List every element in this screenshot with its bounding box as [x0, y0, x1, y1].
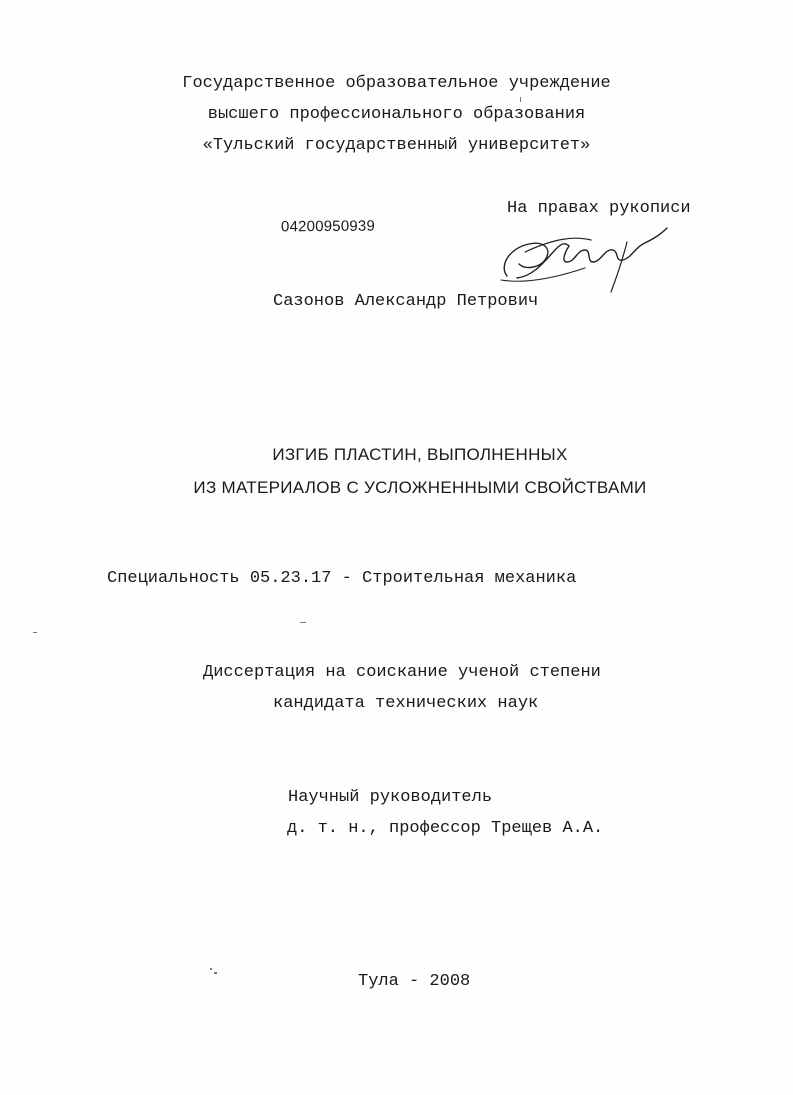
specialty-line: Специальность 05.23.17 - Строительная механика	[107, 569, 577, 588]
city-year: Тула - 2008	[358, 972, 471, 991]
scan-speck	[214, 972, 217, 974]
advisor-label: Научный руководитель	[288, 788, 493, 807]
scan-speck	[300, 622, 306, 623]
institution-line-1: Государственное образовательное учреждение	[182, 74, 611, 93]
registry-number: 04200950939	[280, 217, 376, 236]
thesis-title-line-1: ИЗГИБ ПЛАСТИН, ВЫПОЛНЕННЫХ	[272, 445, 568, 464]
scan-speck	[210, 968, 212, 970]
scan-speck	[520, 97, 521, 102]
advisor-name: д. т. н., профессор Трещев А.А.	[287, 819, 604, 838]
rights-note: На правах рукописи	[507, 199, 691, 218]
signature-image	[495, 218, 675, 298]
degree-line-1: Диссертация на соискание ученой степени	[203, 663, 601, 682]
institution-line-3: «Тульский государственный университет»	[202, 136, 591, 155]
author-name: Сазонов Александр Петрович	[273, 292, 539, 311]
thesis-title-line-2: ИЗ МАТЕРИАЛОВ С УСЛОЖНЕННЫМИ СВОЙСТВАМИ	[193, 478, 647, 497]
institution-line-2: высшего профессионального образования	[207, 105, 586, 124]
degree-line-2: кандидата технических наук	[273, 694, 539, 713]
scan-speck	[33, 632, 37, 633]
